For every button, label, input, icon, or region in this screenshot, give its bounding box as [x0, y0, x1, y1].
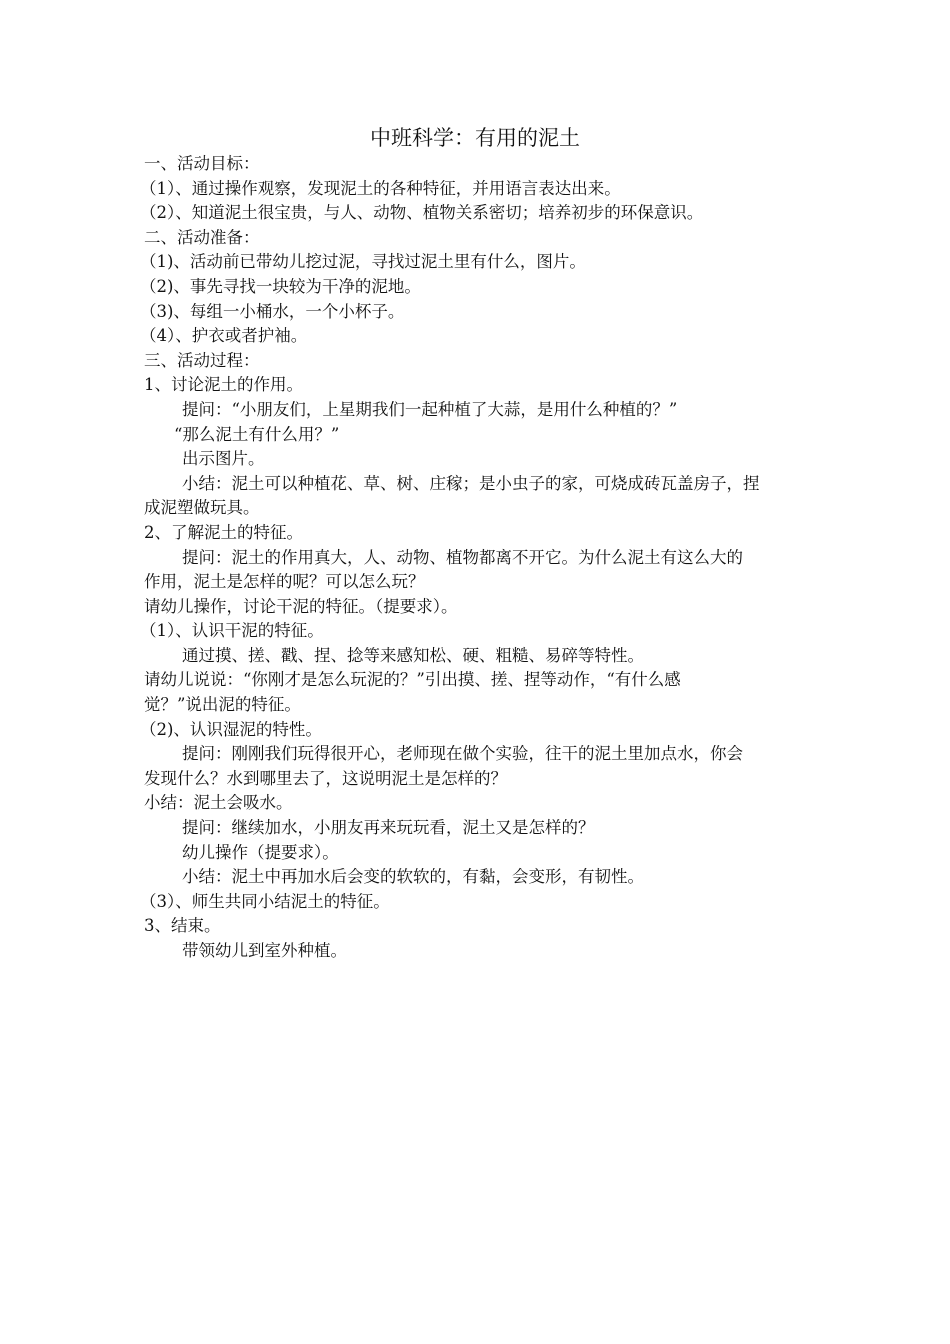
paragraph-line: 请幼儿说说：“你刚才是怎么玩泥的？”引出摸、搓、捏等动作，“有什么感 [144, 670, 681, 690]
list-item: （4）、护衣或者护袖。 [140, 326, 308, 346]
paragraph-line: 提问：刚刚我们玩得很开心，老师现在做个实验，往干的泥土里加点水，你会 [182, 744, 743, 764]
list-item: （1）、认识干泥的特征。 [140, 621, 324, 641]
paragraph-line: 小结：泥土中再加水后会变的软软的，有黏，会变形，有韧性。 [182, 867, 644, 887]
step-heading: 3、结束。 [144, 916, 221, 936]
list-item: （3）、师生共同小结泥土的特征。 [140, 891, 390, 911]
paragraph-line: 通过摸、搓、戳、捏、捻等来感知松、硬、粗糙、易碎等特性。 [182, 645, 644, 665]
list-item: （1)、活动前已带幼儿挖过泥，寻找过泥土里有什么，图片。 [140, 252, 586, 272]
paragraph-line: 作用，泥土是怎样的呢？可以怎么玩？ [144, 572, 425, 592]
document-title: 中班科学：有用的泥土 [370, 126, 580, 150]
paragraph-line: 成泥塑做玩具。 [144, 498, 260, 518]
paragraph-line: “那么泥土有什么用？” [174, 424, 340, 444]
paragraph-line: 带领幼儿到室外种植。 [182, 941, 347, 960]
step-heading: 1、讨论泥土的作用。 [144, 375, 303, 395]
paragraph-line: 小结：泥土会吸水。 [144, 793, 293, 813]
section-heading: 一、活动目标： [144, 154, 260, 173]
step-heading: 2、了解泥土的特征。 [144, 522, 303, 542]
list-item: （2)、认识湿泥的特性。 [140, 719, 322, 739]
paragraph-line: 小结：泥土可以种植花、草、树、庄稼；是小虫子的家，可烧成砖瓦盖房子，捏 [182, 473, 760, 493]
list-item: （3)、每组一小桶水，一个小杯子。 [140, 301, 405, 321]
section-heading: 二、活动准备： [144, 227, 260, 247]
paragraph-line: 幼儿操作（提要求）。 [182, 842, 339, 862]
section-heading: 三、活动过程： [144, 350, 260, 370]
paragraph-line: 提问：泥土的作用真大，人、动物、植物都离不开它。为什么泥土有这么大的 [182, 547, 743, 567]
paragraph-line: 出示图片。 [182, 449, 265, 469]
paragraph-line: 请幼儿操作，讨论干泥的特征。（提要求）。 [144, 596, 458, 616]
paragraph-line: 提问：继续加水，小朋友再来玩玩看，泥土又是怎样的？ [182, 818, 595, 838]
paragraph-line: 提问：“小朋友们，上星期我们一起种植了大蒜，是用什么种植的？” [182, 399, 678, 419]
list-item: （2)、事先寻找一块较为干净的泥地。 [140, 276, 421, 296]
list-item: （2）、知道泥土很宝贵，与人、动物、植物关系密切；培养初步的环保意识。 [140, 203, 704, 223]
list-item: （1）、通过操作观察，发现泥土的各种特征，并用语言表达出来。 [140, 178, 621, 198]
document-body [140, 152, 812, 964]
paragraph-line: 觉？”说出泥的特征。 [144, 695, 301, 715]
paragraph-line: 发现什么？水到哪里去了，这说明泥土是怎样的？ [144, 768, 507, 788]
